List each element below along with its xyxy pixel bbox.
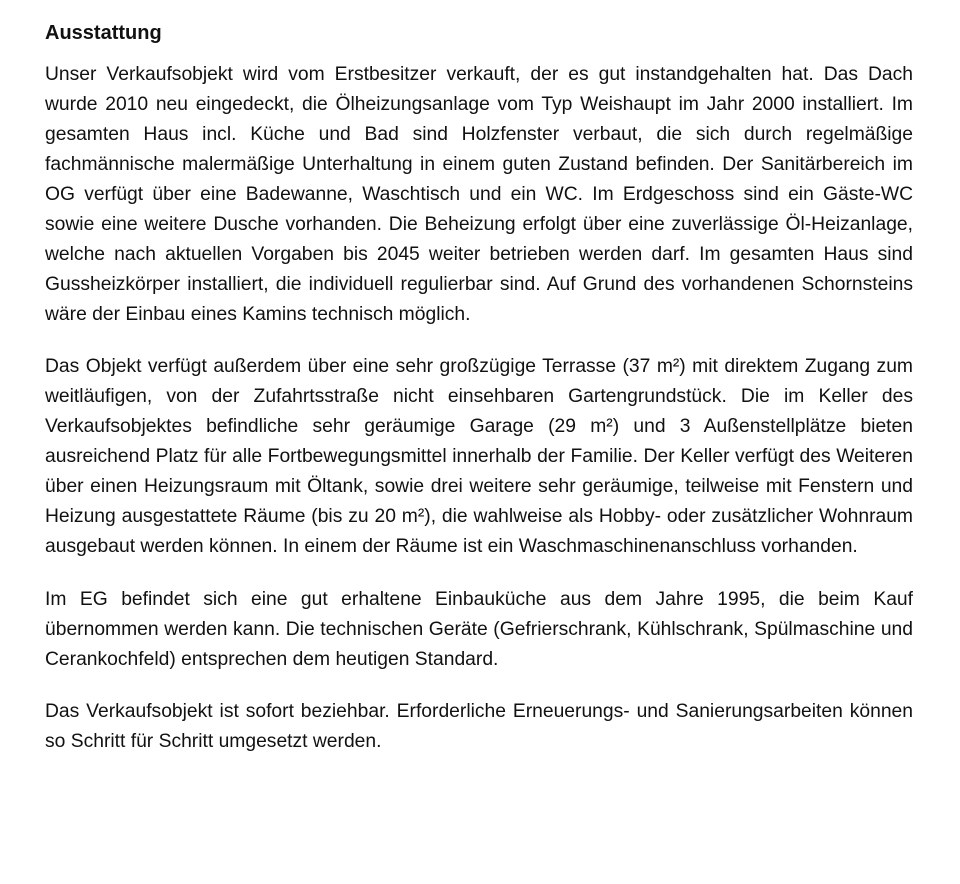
paragraph-einbaukueche: Im EG befindet sich eine gut erhaltene Einbauküche aus dem Jahre 1995, die beim Kauf übernommen werden kann. Die technischen Geräte (Gefrierschrank, Kühlschrank, Spülmaschine und Cerankochfeld) entsprechen dem heutigen Standard. <box>45 589 913 670</box>
document-page <box>45 18 913 757</box>
paragraph-ausstattung-overview: Unser Verkaufsobjekt wird vom Erstbesitzer verkauft, der es gut instandgehalten hat. Das Dach wurde 2010 neu eingedeckt, die Ölheizungsanlage vom Typ Weishaupt im Jahr 2000 installiert. Im gesamten Haus incl. Küche und Bad sind Holzfenster verbaut, die sich durch regelmäßige fachmännische malermäßige Unterhaltung in einem guten Zustand befinden. Der Sanitärbereich im OG verfügt über eine Badewanne, Waschtisch und ein WC. Im Erdgeschoss sind ein Gäste-WC sowie eine weitere Dusche vorhanden. Die Beheizung erfolgt über eine zuverlässige Öl-Heizanlage, welche nach aktuellen Vorgaben bis 2045 weiter betrieben werden darf. Im gesamten Haus sind Gussheizkörper installiert, die individuell regulierbar sind. Auf Grund des vorhandenen Schornsteins wäre der Einbau eines Kamins technisch möglich. <box>45 64 913 325</box>
paragraph-terrasse-keller: Das Objekt verfügt außerdem über eine sehr großzügige Terrasse (37 m²) mit direktem Zugang zum weitläufigen, von der Zufahrtsstraße nicht einsehbaren Gartengrundstück. Die im Keller des Verkaufsobjektes befindliche sehr geräumige Garage (29 m²) und 3 Außenstellplätze bieten ausreichend Platz für alle Fortbewegungsmittel innerhalb der Familie. Der Keller verfügt des Weiteren über einen Heizungsraum mit Öltank, sowie drei weitere sehr geräumige, teilweise mit Fenstern und Heizung ausgestattete Räume (bis zu 20 m²), die wahlweise als Hobby- oder zusätzlicher Wohnraum ausgebaut werden können. In einem der Räume ist ein Waschmaschinenanschluss vorhanden. <box>45 356 913 557</box>
paragraph-beziehbar: Das Verkaufsobjekt ist sofort beziehbar. Erforderliche Erneuerungs- und Sanierungsarbeiten können so Schritt für Schritt umgesetzt werden. <box>45 701 913 752</box>
section-heading: Ausstattung <box>45 22 162 44</box>
